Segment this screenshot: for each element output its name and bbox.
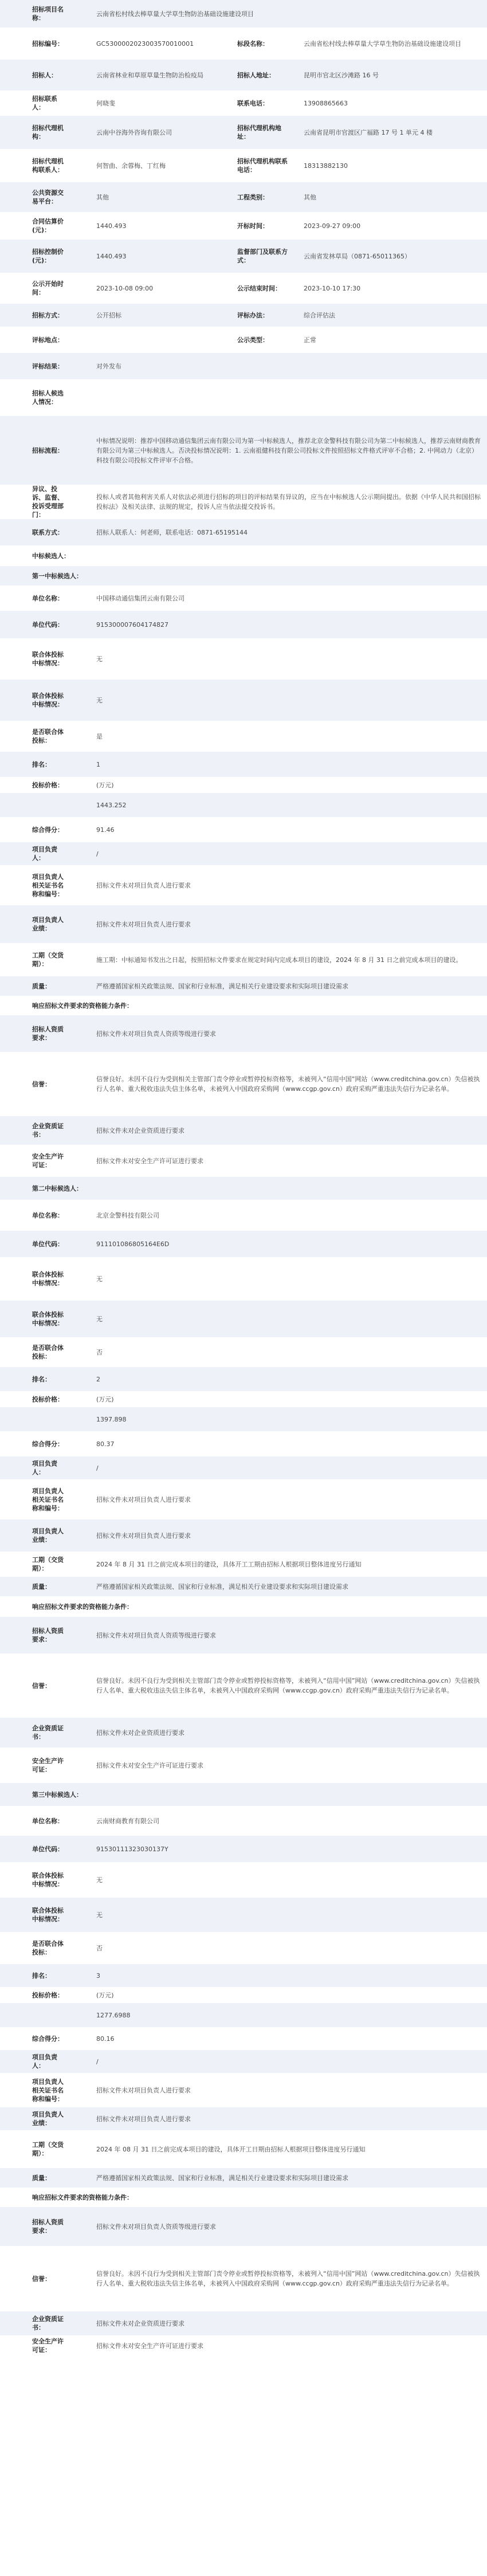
bidder-rank-row (0, 1783, 487, 1806)
field-label: 联合体投标中标情况： (32, 1271, 64, 1287)
eval-place-row (0, 327, 487, 353)
bidder-manager-cert-row (0, 865, 487, 905)
field-label (0, 1407, 74, 1431)
bidder-liability-row (0, 1862, 487, 1898)
field-label: 联合体投标中标情况： (32, 651, 64, 667)
bidder-quality-row (0, 976, 487, 996)
field-label: 项目负责人相关证书名称和编号： (32, 1487, 64, 1512)
bidder-safety-cert: 招标文件未对安全生产许可证进行要求 (96, 1157, 203, 1165)
field-label: 招标人资质要求： (32, 1026, 64, 1042)
abnormal-row (0, 379, 487, 416)
bidder-period: 施工期：中标通知书发出之日起，按照招标文件要求在规定时间内完成本项目的建设，2024 年 8 月 31 日之前完成本项目的建设。 (96, 956, 462, 964)
agency-name: 云南中谷海外咨询有限公司 (96, 128, 172, 136)
field-label: 合同估算价(元)： (32, 218, 64, 234)
field-label: 公共资源交易平台： (32, 189, 64, 205)
field-label: 企业资质证书： (32, 1122, 64, 1138)
bidder-enterprise-cert: 招标文件未对企业资质进行要求 (96, 1126, 184, 1134)
field-label: 公示类型： (237, 336, 269, 344)
bidder-quality: 严格遵循国家相关政策法规、国家和行业标准，满足相关行业建设要求和实际项目建设需求 (96, 2174, 348, 2182)
field-label: 是否联合体投标： (32, 1940, 64, 1956)
field-label: 开标时间： (237, 222, 269, 230)
field-label: 工期（交货期）： (32, 952, 64, 968)
bidder-rank-label: 第三中标候选人： (32, 1791, 83, 1799)
bidder-price: 1397.898 (96, 1415, 127, 1423)
field-label: 安全生产许可证： (32, 1757, 64, 1773)
bidder-safety-row (0, 1748, 487, 1783)
agency-row (0, 116, 487, 149)
field-label: 信誉： (32, 1682, 51, 1690)
field-label: 信誉： (32, 2275, 51, 2283)
bidder-manager-cert-row (0, 1479, 487, 1519)
code-section-row (0, 28, 487, 60)
bidder-ent-cert-row (0, 1116, 487, 1145)
field-label: 综合得分： (32, 826, 64, 834)
bidder-qual-header-row (0, 1596, 487, 1617)
bidder-price: 1277.6988 (96, 2011, 131, 2019)
bidder-manager-cert: 招标文件未对项目负责人进行要求 (96, 881, 191, 889)
bidder-safety-row (0, 1145, 487, 1177)
bidder-price-unit-row (0, 1391, 487, 1407)
bidder-rank-label: 第一中标候选人： (32, 572, 83, 580)
bidder-violation-row (0, 721, 487, 752)
field-label: 招标代理机构联系电话： (237, 158, 288, 174)
bidder-req-row (0, 1617, 487, 1654)
eval-result-row (0, 353, 487, 379)
field-label: 综合得分： (32, 2035, 64, 2043)
bidder-rank-label: 第二中标候选人： (32, 1185, 83, 1192)
bidder-enterprise-cert: 招标文件未对企业资质进行要求 (96, 1729, 184, 1737)
tenderer-row (0, 60, 487, 91)
bidder-credit-code: 915300007604174827 (96, 621, 168, 629)
agency-contact-row (0, 149, 487, 182)
bidder-manager: / (96, 850, 99, 858)
bidder-requirement: 招标文件未对项目负责人资质等级进行要求 (96, 1631, 216, 1639)
bidder-score-row (0, 817, 487, 842)
bidder-quality: 严格遵循国家相关政策法规、国家和行业标准，满足相关行业建设要求和实际项目建设需求 (96, 1582, 348, 1591)
tenderer-contact: 何晓斐 (96, 99, 115, 107)
process-row (0, 416, 487, 485)
section-name: 云南省松村线去棒草量大学草生物防治基础设施建设项目 (304, 40, 461, 48)
bidder-credit: 信誉良好。未因不良行为受到相关主管部门责令停业或暂停投标资格等，未被列入“信用中国”网站（www.creditchina.gov.cn）失信被执行人名单、重大税收违法失信主体名单，未被列入中国政府采购网（www.ccgp.gov.cn）政府采购严重违法失信行为记录名单。 (96, 1075, 480, 1093)
bidder-violation-row (0, 1932, 487, 1964)
field-label: 项目负责人相关证书名称和编号： (32, 873, 64, 898)
platform: 其他 (96, 193, 109, 201)
bidder-rank: 1 (96, 760, 100, 768)
method-row (0, 304, 487, 327)
bidder-score: 80.16 (96, 2035, 115, 2043)
bidder-safety-cert: 招标文件未对安全生产许可证进行要求 (96, 1761, 203, 1769)
bidder-price-unit: (万元) (96, 781, 114, 789)
field-label: 项目负责人： (32, 846, 57, 862)
platform-row (0, 182, 487, 212)
field-label: 综合得分： (32, 1440, 64, 1448)
field-label: 招标人资质要求： (32, 1627, 64, 1643)
bidder-price-unit-row (0, 777, 487, 793)
bidder-penalty-row (0, 680, 487, 721)
field-label: 项目负责人相关证书名称和编号： (32, 2078, 64, 2103)
field-label: 招标代理机构联系人： (32, 158, 64, 174)
field-label: 招标流程： (32, 446, 64, 454)
field-label: 联合体投标中标情况： (32, 1872, 64, 1888)
field-label: 质量： (32, 2174, 51, 2182)
field-label: 企业资质证书： (32, 2315, 64, 2331)
publicity-row (0, 273, 487, 304)
bidder-penalty: 无 (96, 696, 103, 704)
bidder-rank-row (0, 1177, 487, 1200)
bidder-manager-perf-row (0, 905, 487, 943)
bidder-violation-row (0, 1337, 487, 1367)
bidder-enterprise-cert: 招标文件未对企业资质进行要求 (96, 2319, 184, 2327)
field-label: 企业资质证书： (32, 1725, 64, 1741)
bidder-penalty-row (0, 1898, 487, 1932)
field-label: 招标编号： (32, 40, 64, 48)
bidder-price-unit-row (0, 1987, 487, 2003)
bidder-manager-cert: 招标文件未对项目负责人进行要求 (96, 1495, 191, 1503)
field-label (0, 2003, 74, 2027)
bidder-penalty-row (0, 1301, 487, 1337)
field-label: 招标联系人： (32, 95, 57, 111)
bidder-credit-code: 911101086805164E6D (96, 1240, 170, 1248)
bidder-safety-row (0, 2335, 487, 2356)
bidder-liability: 无 (96, 1275, 103, 1283)
contact-row (0, 519, 487, 545)
field-label: 工期（交货期）： (32, 1556, 64, 1572)
field-label: 标段名称： (237, 40, 269, 48)
bidder-rank: 2 (96, 1375, 100, 1383)
agency-contact: 何智曲、余蓉梅、丁红梅 (96, 162, 166, 170)
price-row (0, 212, 487, 239)
bidder-period: 2024 年 8 月 31 日之前完成本项目的建设，具体开工工期由招标人根据项目整体进度另行通知 (96, 1560, 362, 1568)
bidder-name: 云南财商教育有限公司 (96, 1817, 159, 1825)
announcement-type: 正常 (304, 336, 316, 344)
opening-time: 2023-09-27 09:00 (304, 222, 361, 230)
bidder-manager-row (0, 1456, 487, 1479)
field-label: 监督部门及联系方式： (237, 248, 288, 264)
abnormal-info (74, 379, 487, 416)
bidder-ent-cert-row (0, 1718, 487, 1748)
complaint-text: 投标人或者其他利害关系人对依法必须进行招标的项目的评标结果有异议的，应当在中标候选人公示期间提出。依据《中华人民共和国招标投标法》及相关法律、法规的规定，投诉人应当依法提交投诉书。 (96, 493, 481, 511)
publicity-end: 2023-10-10 17:30 (304, 284, 361, 292)
field-label: 单位名称： (32, 1817, 64, 1825)
tenderer-phone: 13908865663 (304, 99, 348, 107)
bidder-manager-perf-row (0, 1519, 487, 1552)
bidder-score: 91.46 (96, 826, 115, 834)
field-label: 投标价格： (32, 1991, 64, 1999)
bidder-liability-row (0, 1257, 487, 1301)
field-label: 联合体投标中标情况： (32, 692, 64, 708)
bidder-qual-header-row (0, 2188, 487, 2207)
bidder-code-row (0, 1836, 487, 1862)
bidder-manager-perf-row (0, 2107, 487, 2130)
bidder-name: 北京金警科技有限公司 (96, 1211, 159, 1219)
field-label: 安全生产许可证： (32, 1153, 64, 1169)
field-label: 招标控制价(元)： (32, 248, 64, 264)
field-label: 质量： (32, 982, 51, 990)
field-label: 项目负责人业绩： (32, 2111, 64, 2127)
field-label: 项目负责人： (32, 1460, 57, 1476)
field-label: 排名： (32, 1972, 51, 1980)
field-label: 联系方式： (32, 528, 64, 536)
field-label: 联合体投标中标情况： (32, 1907, 64, 1923)
bidder-ent-cert-row (0, 2311, 487, 2335)
field-label: 投标价格： (32, 781, 64, 789)
field-label: 信誉： (32, 1080, 51, 1088)
field-label: 项目负责人业绩： (32, 1527, 64, 1544)
control-price: 1440.493 (96, 252, 127, 260)
process-text: 中标情况说明：推荐中国移动通信集团云南有限公司为第一中标候选人，推荐北京金警科技有限公司为第二中标候选人，推荐云南财商教育有限公司为第三中标候选人。否决投标情况说明：1. 云南祖健科技有限公司投标文件按照招标文件格式评审不合格；2. 中网动力（北京）科技有限公司投标文件评审不合格。 (96, 437, 481, 464)
bidder-rank: 3 (96, 1972, 100, 1980)
bidder-code-row (0, 1231, 487, 1257)
bidder-credit-row (0, 1654, 487, 1718)
bidder-qual-header-row (0, 996, 487, 1015)
field-label: 招标人： (32, 71, 57, 79)
bidder-manager: / (96, 2057, 99, 2065)
field-label (0, 793, 74, 817)
bidder-period-row (0, 2130, 487, 2168)
bidder-code-row (0, 611, 487, 638)
bidder-violation: 是 (96, 732, 103, 740)
field-label: 单位代码： (32, 1240, 64, 1248)
bidder-credit-code: 91530111323030137Y (96, 1845, 168, 1853)
bidder-manager-perf: 招标文件未对项目负责人进行要求 (96, 2115, 191, 2123)
bidder-period: 2024 年 08 月 31 日之前完成本项目的建设，具体开工日期由招标人根据项目整体进度另行通知 (96, 2145, 366, 2153)
field-label: 排名： (32, 760, 51, 768)
complaint-row (0, 485, 487, 519)
bidder-liability-row (0, 638, 487, 680)
bidder-name: 中国移动通信集团云南有限公司 (96, 594, 184, 602)
bidder-violation: 否 (96, 1944, 103, 1952)
field-label: 单位代码： (32, 621, 64, 629)
field-label: 是否联合体投标： (32, 1344, 64, 1360)
bidder-price-row (0, 793, 487, 817)
field-label: 质量： (32, 1582, 51, 1591)
bidders-header-row (0, 545, 487, 566)
field-label: 评标地点： (32, 336, 64, 344)
bidder-period-row (0, 1552, 487, 1577)
tenderer-address: 昆明市官北区沙滩路 16 号 (304, 71, 379, 79)
bidder-name-row (0, 586, 487, 611)
field-label: 招标项目名称： (32, 6, 64, 22)
bidder-credit: 信誉良好。未因不良行为受到相关主管部门责令停业或暂停投标资格等，未被列入“信用中国”网站（www.creditchina.gov.cn）失信被执行人名单、重大税收违法失信主体名单，未被列入中国政府采购网（www.ccgp.gov.cn）政府采购严重违法失信行为记录名单。 (96, 2270, 480, 2287)
bidder-manager-perf: 招标文件未对项目负责人进行要求 (96, 920, 191, 928)
field-label: 排名： (32, 1375, 51, 1383)
field-label: 投标价格： (32, 1395, 64, 1403)
field-label: 评标办法： (237, 311, 269, 319)
bidder-manager-perf: 招标文件未对项目负责人进行要求 (96, 1532, 191, 1540)
field-label: 项目负责人： (32, 2053, 57, 2070)
bidder-price-unit: (万元) (96, 1395, 114, 1403)
bidder-name-row (0, 1200, 487, 1231)
bidder-safety-cert: 招标文件未对安全生产许可证进行要求 (96, 2342, 203, 2350)
supervisor: 云南省发林草局（0871-65011365） (304, 252, 411, 260)
tenderer-name: 云南省林业和草原草量生物防治检疫局 (96, 71, 203, 79)
field-label: 是否联合体投标： (32, 728, 64, 744)
field-label: 单位名称： (32, 594, 64, 602)
bidder-credit-row (0, 2246, 487, 2311)
estimated-price: 1440.493 (96, 222, 127, 230)
field-label: 评标结果： (32, 362, 64, 370)
project-name: 云南省松村线去棒草量大学草生物防治基础设施建设项目 (96, 10, 254, 18)
bidder-manager-cert: 招标文件未对项目负责人进行要求 (96, 2086, 191, 2094)
project-name-row (0, 0, 487, 28)
bidder-rank-row (0, 566, 487, 586)
bidder-quality: 严格遵循国家相关政策法规、国家和行业标准，满足相关行业建设要求和实际项目建设需求 (96, 982, 348, 990)
bidder-price-row (0, 2003, 487, 2027)
bidder-liability: 无 (96, 1876, 103, 1884)
bidder-period-row (0, 943, 487, 976)
bidder-manager-cert-row (0, 2073, 487, 2107)
bidder-score: 80.37 (96, 1440, 115, 1448)
bidder-manager-row (0, 842, 487, 865)
qualification-header: 响应招标文件要求的资格能力条件： (32, 1002, 133, 1010)
bidder-req-row (0, 1015, 487, 1052)
bidder-credit-row (0, 1052, 487, 1116)
bidder-quality-row (0, 2168, 487, 2188)
bidder-penalty: 无 (96, 1315, 103, 1323)
field-label: 联系电话： (237, 99, 269, 107)
bidders-header: 中标候选人： (32, 552, 70, 560)
agency-address: 云南省昆明市官渡区广福路 17 号 1 单元 4 楼 (304, 128, 433, 136)
evaluation-method: 综合评估法 (304, 311, 335, 319)
qualification-header: 响应招标文件要求的资格能力条件： (32, 2194, 133, 2201)
bidder-requirement: 招标文件未对项目负责人资质等级进行要求 (96, 1030, 216, 1038)
publicity-start: 2023-10-08 09:00 (96, 284, 154, 292)
bidder-requirement: 招标文件未对项目负责人资质等级进行要求 (96, 2222, 216, 2231)
qualification-header: 响应招标文件要求的资格能力条件： (32, 1603, 133, 1611)
control-price-row (0, 239, 487, 273)
field-label: 招标人资质要求： (32, 2218, 64, 2235)
bidder-credit: 信誉良好。未因不良行为受到相关主管部门责令停业或暂停投标资格等，未被列入“信用中国”网站（www.creditchina.gov.cn）失信被执行人名单、重大税收违法失信主体名单，未被列入中国政府采购网（www.ccgp.gov.cn）政府采购严重违法失信行为记录名单。 (96, 1677, 480, 1694)
tender-code: GC5300002023003570010001 (96, 40, 194, 48)
agency-phone: 18313882130 (304, 162, 348, 170)
bidder-price-row (0, 1407, 487, 1431)
bidder-rank-value-row (0, 752, 487, 777)
tenderer-contact-row (0, 91, 487, 116)
evaluation-result: 对外发布 (96, 362, 121, 370)
bidder-score-row (0, 1431, 487, 1456)
bidder-manager: / (96, 1464, 99, 1472)
field-label: 招标人地址： (237, 71, 275, 79)
bidder-manager-row (0, 2050, 487, 2073)
field-label: 公示结束时间： (237, 284, 281, 292)
field-label: 公示开始时间： (32, 280, 64, 296)
evaluation-place (74, 327, 235, 353)
field-label: 招标代理机构地址： (237, 124, 281, 140)
field-label: 招标人候选人情况： (32, 390, 64, 406)
bidder-rank-value-row (0, 1367, 487, 1391)
bidder-liability: 无 (96, 655, 103, 663)
field-label: 招标代理机构： (32, 124, 64, 140)
field-label: 单位名称： (32, 1211, 64, 1219)
field-label: 工期（交货期）： (32, 2141, 64, 2157)
field-label: 工程类别： (237, 193, 269, 201)
field-label: 异议、投诉、监督、投诉受理部门： (32, 485, 64, 519)
field-label: 联合体投标中标情况： (32, 1311, 64, 1327)
field-label: 项目负责人业绩： (32, 916, 64, 932)
project-type: 其他 (304, 193, 316, 201)
bidder-price: 1443.252 (96, 801, 127, 809)
field-label: 单位代码： (32, 1845, 64, 1853)
bidder-name-row (0, 1806, 487, 1836)
bidder-req-row (0, 2207, 487, 2246)
field-label: 安全生产许可证： (32, 2338, 64, 2354)
bidder-rank-value-row (0, 1964, 487, 1987)
tender-method: 公开招标 (96, 311, 121, 319)
bidder-quality-row (0, 1577, 487, 1596)
bidder-price-unit: (万元) (96, 1991, 114, 1999)
contact-info: 招标人联系人：何老师，联系电话：0871-65195144 (96, 528, 248, 536)
bidder-score-row (0, 2027, 487, 2050)
bidder-violation: 否 (96, 1348, 103, 1356)
bidder-penalty: 无 (96, 1911, 103, 1919)
field-label: 招标方式： (32, 311, 64, 319)
